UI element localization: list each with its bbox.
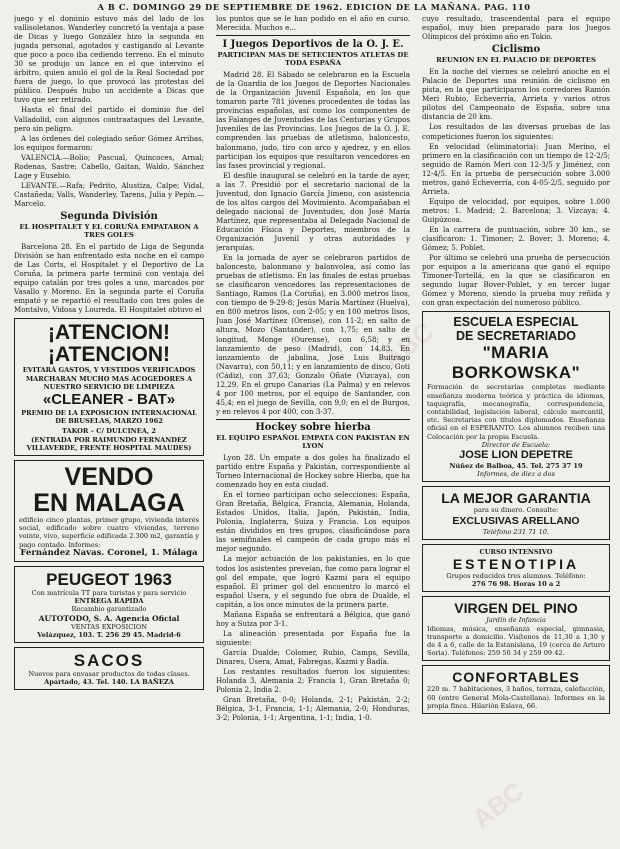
ad-body: Formación de secretarias completas mediante enseñanza moderna teórica y práctica de idiomas, taquigrafía, mecanografía, correspondencia, contabilidad, legislación laboral, cálculo mercantil, etc. Secretarias con títulos diplomados. Enseñanza oficial en el ESPERANTO. Los alumnos reciben una Colocación por la propia Escuela. [427, 383, 605, 441]
column-3 [422, 14, 610, 714]
ad-body: Nuevos para envasar productos de todas clases. [28, 669, 190, 678]
article-paragraph: En la carrera de puntuación, sobre 30 km., se clasificaron: 1. Timoner; 2. Bover; 3. Moreno; 4. Gómez; 5. Poblet. [422, 224, 610, 253]
ad-cleaner-bat [14, 318, 204, 456]
ad-prize: PREMIO DE LA EXPOSICION INTERNACIONAL DE BRUSELAS, MARZO 1962 [21, 409, 197, 426]
ad-address: Núñez de Balboa, 45. Tel. 275 37 19 [449, 462, 583, 471]
ad-headline: ESCUELA ESPECIAL [453, 315, 579, 330]
ad-sacos [14, 647, 204, 690]
ad-escuela-secretariado [422, 311, 610, 482]
ad-body: Idiomas, música, enseñanza especial, gimnasia, transporte a domicilio. Visítenos de 11,30 a 1,30 y de 4 a 6, calle de la Estanislana, 19 (cerca de Arturo Soria). Teléfonos: 259 50 34 y 259 09 42. [427, 624, 605, 658]
article-paragraph: En el torneo participan ocho selecciones: España, Gran Bretaña, Bélgica, Francia, Alemania, Holanda, Estados Unidos, Italia, Japón, Pakistán, India, Polonia, Inglaterra, Suiza y Francia. Los equipos están divididos en tres grupos, clasificándose para las semifinales el campeón de cada grupo más el mejor segundo. [216, 490, 410, 554]
ad-headline: EN MALAGA [33, 489, 185, 518]
divider [216, 419, 410, 420]
article-paragraph: Barcelona 28. En el partido de Liga de Segunda División se han enfrentado esta noche en el campo de Las Corts, el Hospitalet y el Deportivo de La Coruña, la primera parte terminó con ventaja del equipo catalán por tres goles a uno, marcados por Vasallo y Moreno. En la segunda parte el Coruña empató y se repartió el resultado con tres goles de Montalvo, Vidosa y Loureda. El Hospitalet obtuvo el [14, 242, 204, 315]
article-subheading: EL EQUIPO ESPAÑOL EMPATA CON PAKISTAN EN LYON [216, 433, 410, 450]
ad-headline: PEUGEOT 1963 [46, 569, 172, 589]
ad-line: Con matrícula TT para turistas y para servicio [31, 588, 187, 597]
article-paragraph: cuyo resultado, trascendental para el equipo español, muy bien preparado para los Juegos Olímpicos del próximo año en Tokio. [422, 14, 610, 42]
ad-confortables [422, 665, 610, 714]
ad-line: VENTAS EXPOSICION [70, 622, 148, 631]
article-paragraph: La alineación presentada por España fue la siguiente: [216, 628, 410, 647]
article-paragraph: VALENCIA.—Bolio; Pascual, Quincoces, Arnal; Rodenas, Sastre; Cabello, Gaitan, Waldo, Sánchez Lage y Eusebio. [14, 152, 204, 180]
ad-headline: VENDO [64, 463, 154, 492]
divider [216, 35, 410, 36]
watermark: ABC [376, 315, 440, 375]
ad-contact: Fernández Navas. Coronel, 1. Málaga [20, 547, 198, 558]
article-paragraph: En la noche del viernes se celebró anoche en el Palacio de Deportes una reunión de ciclismo en pista, en la que participaron los corredores Ramón Meri Rubio, Echeverría, Arrieta y varios otros pilotos del Campeonato de España, sobre una distancia de 20 km. [422, 67, 610, 122]
ad-estenotipia [422, 544, 610, 593]
article-paragraph: Hasta el final del partido el dominio fue del Valladolid, con algunos contraataques del Levante, pero sin peligro. [14, 105, 204, 133]
article-paragraph: Lyon 28. Un empate a dos goles ha finalizado el partido entre España y Pakistán, correspondiente al Torneo Internacional de Hockey sobre Hierba, que ha comenzado hoy en esta ciudad. [216, 452, 410, 490]
ad-headline: CONFORTABLES [452, 669, 580, 686]
ad-headline: LA MEJOR GARANTIA [441, 490, 591, 507]
section-heading: Ciclismo [491, 44, 541, 56]
ad-body: edificio cinco plantas, primer grupo, vivienda interés social, edificado sobre cuatro viviendas, terreno veinte, vivo, superficie edificada 2.300 m2, garantía y pago contado. Informes: [19, 516, 199, 549]
article-subheading: REUNION EN EL PALACIO DE DEPORTES [436, 56, 596, 65]
ad-brand: «CLEANER - BAT» [42, 391, 176, 409]
article-subheading: PARTICIPAN MAS DE SETECIENTOS ATLETAS DE TODA ESPAÑA [217, 51, 409, 68]
ad-virgen-del-pino [422, 596, 610, 661]
ad-mejor-garantia [422, 486, 610, 539]
article-subheading: EL HOSPITALET Y EL CORUÑA EMPATARON A TRES GOLES [19, 223, 199, 240]
ad-contact: Apartado, 43. Tel. 140. LA BAÑEZA [44, 678, 174, 687]
page-header: A B C. DOMINGO 29 DE SEPTIEMBRE DE 1962. EDICION DE LA MAÑANA. PAG. 110 [97, 2, 531, 12]
watermark: ABC [466, 775, 530, 835]
article-paragraph: Equipo de velocidad, por equipos, sobre 1.000 metros: 1. Madrid; 2. Barcelona; 3. Vizcaya; 4. Guipúzcoa. [422, 196, 610, 224]
ad-line: Velázquez, 103. T. 256 29 45. Madrid-6 [37, 630, 181, 639]
ad-headline: ¡ATENCION! [47, 321, 171, 345]
ad-label: CURSO INTENSIVO [479, 547, 553, 556]
ad-headline: ¡ATENCION! [47, 343, 171, 367]
ad-headline: ESTENOTIPIA [452, 556, 580, 573]
article-paragraph: La mejor actuación de los pakistaníes, en lo que todos los asistentes preveían, fue como para lograr el gol del empate, que logró Kazmi para el equipo español. El primer gol del encuentro lo marcó el español Usera, y el segundo fue obra de Dualde, el capitán, a los once minutos de la primera parte. [216, 554, 410, 609]
ad-address: TAKOR – C/ DULCINEA, 2 [61, 427, 157, 436]
article-paragraph: Mañana España se enfrentará a Bélgica, que ganó hoy a Suiza por 3-1. [216, 609, 410, 628]
ad-peugeot [14, 566, 204, 643]
article-paragraph: Los restantes resultados fueron los siguientes: Holanda 3, Alemania 2; Francia 1, Gran Bretaña 0; Polonia 2, India 2. [216, 667, 410, 695]
column-1 [14, 14, 204, 690]
ad-director-name: JOSE LION DEPETRE [459, 449, 573, 462]
ad-body: EVITARÁ GASTOS, Y VESTIDOS VERIFICADOS MARCHARAN MUCHO MAS ACOGEDORES A NUESTRO SERVICIO DE LIMPIEZA [22, 366, 196, 391]
article-paragraph: Por último se celebró una prueba de persecución por equipos a la americana que ganó el equipo Timoner-Tortellá, en la que se clasificaron en segundo lugar Bover-Poblet, y en tercer lugar Gómez y Moreno, siendo la prueba muy reñida y con gran expectación del numeroso público. [422, 253, 610, 308]
column-2 [216, 14, 410, 723]
article-paragraph: los puntos que se le han podido en el año en curso. Merecida. Muchos e... [216, 14, 410, 33]
ad-body: 220 m. 7 habitaciones, 3 baños, terraza, calefacción, 60 (entre General Mola-Castellana). Informes en la propia finca. Hilarión Eslava, 66. [427, 685, 605, 710]
article-paragraph: García Dualde; Colomer, Rubio, Camps, Sevilla, Dinares, Usera, Amat, Fabregas, Kazmi y Badía. [216, 647, 410, 666]
ad-line: ENTREGA RAPIDA [74, 597, 144, 606]
ad-line: para su dinero. Consulte: [473, 506, 559, 515]
ad-headline: VIRGEN DEL PINO [454, 600, 578, 617]
article-paragraph: El desfile inaugural se celebró en la tarde de ayer, a las 7. Presidió por el secretario nacional de la Juventud, don Ignacio García Jimeno, con asistencia de los altos cargos del Movimiento. Acompañaban el delegado nacional de Juventudes, don José María Martínez, que representaba al Delegado Nacional de Educación Física y Deportes, miembros de la Organización Juvenil y otras autoridades y jerarquías. [216, 170, 410, 253]
section-heading: Segunda División [60, 210, 158, 222]
article-paragraph: juego y el dominio estuvo más del lado de los vallisoletanos. Wanderley concretó la ventaja a pase de Dicas y luego González hizo la segunda en jugada personal, agotados y castigando al Levante que poco a poco iba cediendo terreno. En el minuto 30 se produjo un lance en el que intervino el árbitro, quien anuló el gol de la Real Sociedad por fuera de juego, lo que provocó las protestas del público. Después hubo un accidente a Dicas que tuvo que ser retirado. [14, 14, 204, 105]
ad-line: Jardín de Infancia [486, 616, 546, 625]
ad-phone: Teléfono 231 71 10. [482, 527, 550, 536]
section-heading: I Juegos Deportivos de la O. J. E. [222, 39, 404, 51]
ad-note: (ENTRADA POR RAIMUNDO FERNANDEZ VILLAVERDE, FRENTE HOSPITAL MAUDES) [26, 435, 192, 452]
article-paragraph: En la jornada de ayer se celebraron partidos de baloncesto, balonmano y balonvolea, así como las pruebas de atletismo. En las finales de estas pruebas se clasificaron vencedores las representaciones de Santiago, Ramos (La Coruña), en 3.000 metros lisos, con tiempo de 9-29-8; Jesús María Martínez (Huelva), en 800 metros lisos, con 2-05; y en 100 metros lisos, Juan José Martínez (Orense), con 11-2; en salto de altura, Mozo (Santander), con 1,75; en salto de longitud, Monge (Ourense), con 6,58; y en lanzamiento de peso (Madrid), con 14,83. En lanzamiento de jabalina, José Luis Buitrago (Navarra), con 50,11; y en lanzamiento de disco, Goti (Cádiz), con 37,63; Gonzalo Oñate (Vizcaya), con 12,29. En el grupo Canarias (La Palma) y en relevos 4 por 100 metros, por el equipo de Santander, con 45,4; en el juego de Sevilla, con 9,0; en el de Burgos, y en relevos 4 por 400, con 3-37. [216, 253, 410, 416]
ad-hours: Informes, de diez a dos [477, 470, 555, 479]
ad-phone: 276 76 98. Horas 10 a 2 [471, 580, 561, 589]
section-heading: Hockey sobre hierba [255, 421, 371, 433]
ad-brand: EXCLUSIVAS ARELLANO [452, 514, 580, 527]
ad-body: Grupos reducidos tres alumnos. Teléfono: [446, 572, 586, 581]
ad-headline: DE SECRETARIADO [456, 329, 576, 344]
ad-line: Recambio garantizado [71, 605, 147, 614]
article-paragraph: Los resultados de las diversas pruebas de las competiciones fueron los siguientes: [422, 122, 610, 141]
article-paragraph: Gran Bretaña, 0-0; Holanda, 2-1; Pakistán, 2-2; Bélgica, 3-1, Francia, 1-1; Alemania, 2-0; Honduras, 3-2; Polonia, 1-1; Argentina, 1-1; India, 1-0. [216, 695, 410, 723]
ad-line: AUTOTODO, S. A. Agencia Oficial [38, 613, 180, 623]
ad-director-label: Director de Escuela: [481, 440, 551, 449]
ad-vendo-malaga [14, 460, 204, 562]
article-paragraph: A las órdenes del colegiado señor Gómez Arribas, los equipos formaron: [14, 133, 204, 152]
ad-school-name: "MARIA BORKOWSKA" [451, 343, 581, 383]
article-paragraph: En velocidad (eliminatoria): Juan Merino, el primero en la clasificación con un tiempo de 12-2/5; seguido de Ramón Meri con 12-3/5 y Jiménez, con 12-4/5. En la prueba de persecución sobre 3.000 metros, ganó Echeverría, con 4-05-2/5, seguido por Arrieta. [422, 141, 610, 196]
article-paragraph: Madrid 28. El Sábado se celebraron en la Escuela de la Guardia de los Juegos de Deportes Nacionales de la Organización Juvenil Española, en los que tomaron parte 781 jóvenes procedentes de todas las provincias españolas, así como los componentes de las Falanges de Juventudes de las Centurias y Grupos Juveniles de las Provincias. Los Juegos de la O. J. E. comprenden las pruebas de atletismo, baloncesto, balonmano, judo, tiro con arco y ajedrez, y en ellos participan los equipos que resultaron vencedores en las fases provincial y regional. [216, 70, 410, 170]
article-paragraph: LEVANTE.—Rafa; Pedrito, Alustiza, Calpe; Vidal, Castañeda; Valls, Wanderley, Tarens, Julia y Pepín.—Marcelo. [14, 180, 204, 208]
ad-headline: SACOS [73, 650, 145, 670]
